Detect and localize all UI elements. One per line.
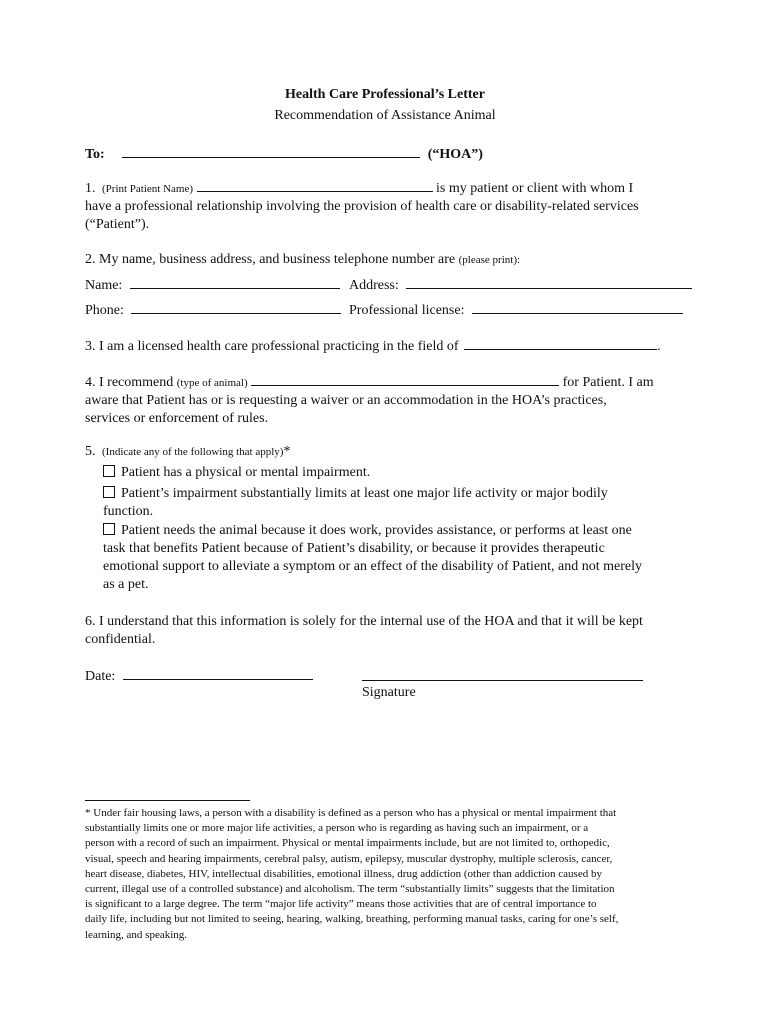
field-of-practice-field[interactable] bbox=[464, 336, 657, 350]
section-1 bbox=[85, 178, 695, 234]
license-field[interactable] bbox=[472, 300, 683, 314]
document-subtitle: Recommendation of Assistance Animal bbox=[274, 108, 496, 123]
animal-type-field[interactable] bbox=[251, 372, 559, 386]
section-1-text: is my patient or client with whom I bbox=[436, 181, 634, 196]
checkbox-item-impairment bbox=[103, 464, 693, 482]
footnote-line: person with a record of such an impairment. Physical or mental impairments include, but are not limited to, orthopedic, bbox=[85, 837, 610, 850]
section-1-number: 1. bbox=[85, 181, 96, 196]
section-6-line2: confidential. bbox=[85, 632, 156, 647]
footnote-line: visual, speech and hearing impairments, cerebral palsy, autism, epilepsy, muscular dystrophy, multiple sclerosis, cancer, bbox=[85, 852, 613, 865]
checkbox-item-substantially-limits bbox=[103, 485, 693, 521]
checkbox-item-animal-need bbox=[103, 522, 693, 594]
impairment-checkbox[interactable] bbox=[103, 465, 115, 477]
section-1-line2: have a professional relationship involving the provision of health care or disability-related services bbox=[85, 199, 639, 214]
footnote-line: heart disease, diabetes, HIV, intellectual disabilities, emotional illness, drug addiction (other than addiction caused by bbox=[85, 867, 602, 880]
footnote-line: * Under fair housing laws, a person with a disability is defined as a person who has a physical or mental impairment that bbox=[85, 807, 617, 819]
license-row bbox=[349, 300, 683, 320]
section-4-hint: (type of animal) bbox=[176, 377, 248, 389]
phone-label: Phone: bbox=[85, 303, 124, 318]
name-field[interactable] bbox=[130, 275, 340, 289]
to-label: To: bbox=[85, 147, 105, 162]
section-4-line3: services or enforcement of rules. bbox=[85, 411, 269, 426]
section-5-heading bbox=[85, 443, 290, 461]
checkbox-label: Patient needs the animal because it does work, provides assistance, or performs at least one bbox=[121, 523, 632, 538]
footnote-line: is significant to a large degree. The term “major life activity” means those activities that are of central importance to bbox=[85, 898, 597, 911]
checkbox-label-cont: as a pet. bbox=[103, 577, 149, 592]
hoa-name-field[interactable] bbox=[122, 144, 420, 158]
section-6-line1: 6. I understand that this information is solely for the internal use of the HOA and that it will be kept bbox=[85, 614, 643, 629]
checkbox-label: Patient has a physical or mental impairment. bbox=[121, 465, 371, 480]
footnote-line: current, illegal use of a controlled substance) and alcoholism. The term “substantially limits” suggests that the limitation bbox=[85, 883, 615, 896]
to-line bbox=[85, 144, 483, 164]
address-label: Address: bbox=[349, 278, 399, 293]
section-4 bbox=[85, 372, 695, 428]
phone-field[interactable] bbox=[131, 300, 341, 314]
section-3-end: . bbox=[657, 339, 661, 354]
section-4-text: 4. I recommend bbox=[85, 375, 174, 390]
name-row bbox=[85, 275, 340, 295]
checkbox-label-cont: function. bbox=[103, 504, 154, 519]
section-2-text: 2. My name, business address, and business telephone number are bbox=[85, 252, 456, 267]
section-4-line2: aware that Patient has or is requesting a waiver or an accommodation in the HOA’s practices, bbox=[85, 393, 607, 408]
name-label: Name: bbox=[85, 278, 123, 293]
address-field[interactable] bbox=[406, 275, 692, 289]
license-label: Professional license: bbox=[349, 303, 465, 318]
date-field[interactable] bbox=[123, 666, 313, 680]
patient-name-field[interactable] bbox=[197, 178, 433, 192]
section-3-text: 3. I am a licensed health care professional practicing in the field of bbox=[85, 339, 459, 354]
substantially-limits-checkbox[interactable] bbox=[103, 486, 115, 498]
hoa-suffix: (“HOA”) bbox=[427, 147, 483, 162]
date-label: Date: bbox=[85, 669, 116, 684]
checkbox-label: Patient’s impairment substantially limits at least one major life activity or major bodily bbox=[121, 486, 608, 501]
section-5-hint: (Indicate any of the following that apply) bbox=[102, 446, 284, 458]
signature-field[interactable] bbox=[362, 667, 643, 681]
footnote-line: substantially limits one or more major life activities, a person who is regarding as having such an impairment, or a bbox=[85, 822, 589, 835]
address-row bbox=[349, 275, 692, 295]
phone-row bbox=[85, 300, 341, 320]
footnote-marker: * bbox=[283, 444, 291, 459]
date-row bbox=[85, 666, 313, 686]
section-2-heading bbox=[85, 251, 520, 269]
section-5-number: 5. bbox=[85, 444, 96, 459]
section-4-after: for Patient. I am bbox=[562, 375, 654, 390]
footnote-line: learning, and speaking. bbox=[85, 928, 188, 941]
section-2-hint: (please print): bbox=[458, 254, 521, 266]
footnote-line: daily life, including but not limited to seeing, hearing, walking, breathing, performing manual tasks, caring for one’s self, bbox=[85, 913, 619, 926]
animal-need-checkbox[interactable] bbox=[103, 523, 115, 535]
section-6 bbox=[85, 613, 695, 649]
checkbox-label-cont: task that benefits Patient because of Patient’s disability, or because it provides therapeutic bbox=[103, 541, 605, 556]
section-1-line3: (“Patient”). bbox=[85, 217, 150, 232]
checkbox-label-cont: emotional support to alleviate a symptom or an effect of the disability of Patient, and not merely bbox=[103, 559, 642, 574]
section-1-hint: (Print Patient Name) bbox=[102, 183, 194, 195]
signature-label: Signature bbox=[362, 685, 416, 700]
section-3 bbox=[85, 336, 661, 356]
footnote-divider bbox=[85, 800, 250, 801]
document-title: Health Care Professional’s Letter bbox=[285, 87, 485, 102]
footnote bbox=[85, 806, 700, 943]
